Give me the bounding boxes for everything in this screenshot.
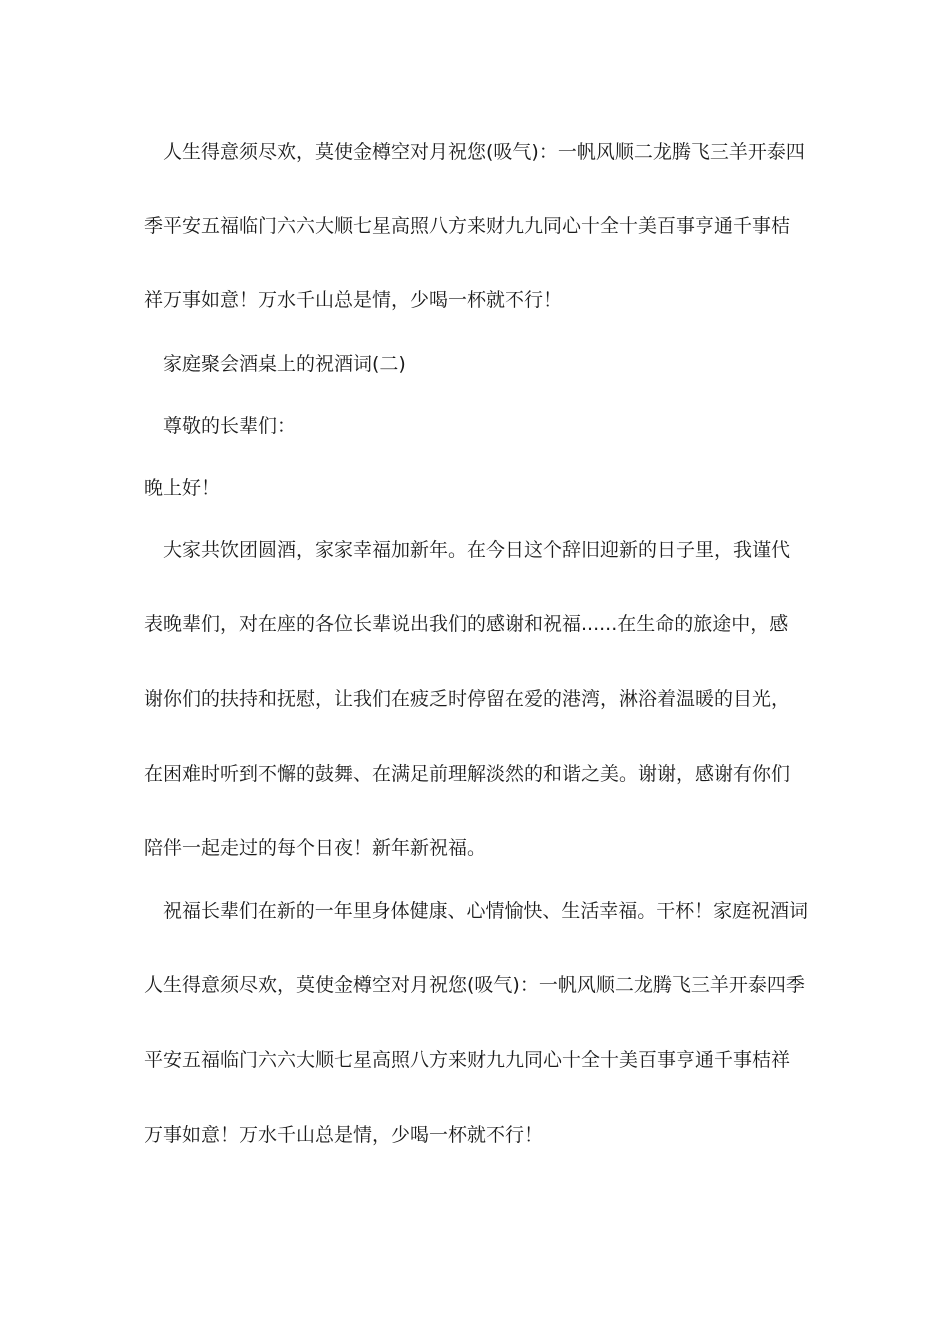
paragraph-line: 祝福长辈们在新的一年里身体健康、心情愉快、生活幸福。干杯！家庭祝酒词 [163, 900, 808, 922]
paragraph-line: 人生得意须尽欢，莫使金樽空对月祝您(吸气)：一帆风顺二龙腾飞三羊开泰四 [163, 141, 805, 163]
paragraph-line: 表晚辈们，对在座的各位长辈说出我们的感谢和祝福......在生命的旅途中，感 [144, 613, 789, 635]
salutation: 尊敬的长辈们： [163, 415, 297, 437]
paragraph-line: 陪伴一起走过的每个日夜！新年新祝福。 [144, 837, 487, 859]
paragraph-line: 人生得意须尽欢，莫使金樽空对月祝您(吸气)：一帆风顺二龙腾飞三羊开泰四季 [144, 974, 805, 996]
paragraph-line: 万事如意！万水千山总是情，少喝一杯就不行！ [144, 1124, 544, 1146]
paragraph-line: 季平安五福临门六六大顺七星高照八方来财九九同心十全十美百事亨通千事桔 [144, 215, 791, 237]
paragraph-line: 大家共饮团圆酒，家家幸福加新年。在今日这个辞旧迎新的日子里，我谨代 [163, 539, 791, 561]
paragraph-line: 平安五福临门六六大顺七星高照八方来财九九同心十全十美百事亨通千事桔祥 [144, 1049, 791, 1071]
paragraph-line: 祥万事如意！万水千山总是情，少喝一杯就不行！ [144, 289, 563, 311]
paragraph-line: 谢你们的扶持和抚慰，让我们在疲乏时停留在爱的港湾，淋浴着温暖的目光， [144, 688, 791, 710]
section-heading: 家庭聚会酒桌上的祝酒词(二) [163, 353, 406, 375]
paragraph-line: 在困难时听到不懈的鼓舞、在满足前理解淡然的和谐之美。谢谢，感谢有你们 [144, 763, 791, 785]
greeting: 晚上好！ [144, 477, 221, 499]
